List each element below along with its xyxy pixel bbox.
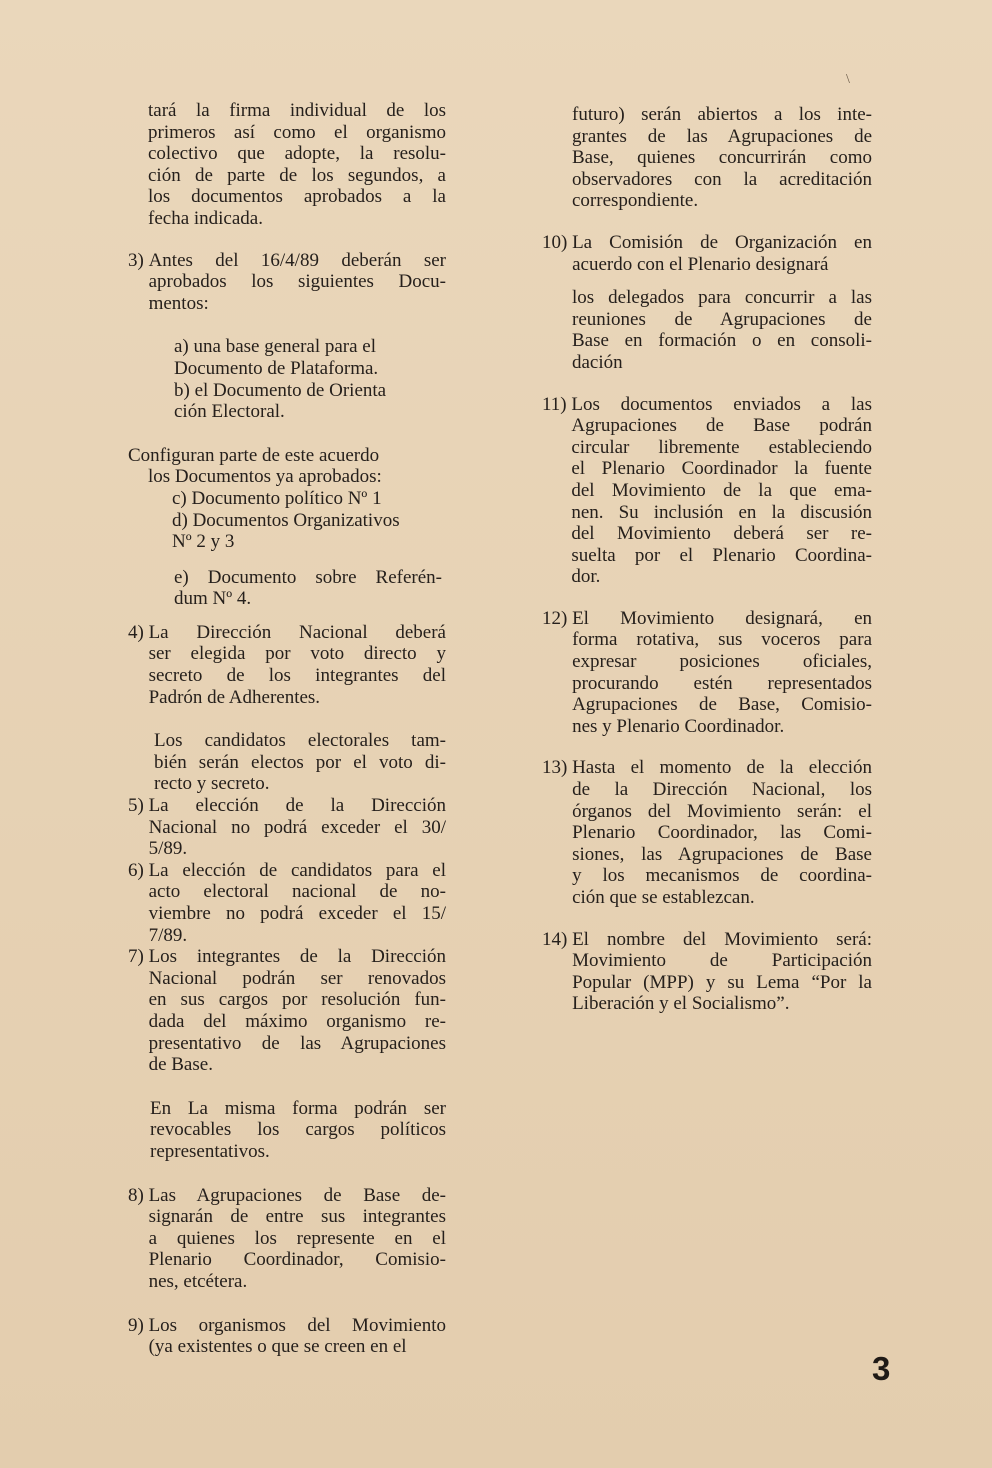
text-line: nes, etcétera. <box>148 1270 248 1292</box>
item-number: 12) <box>542 607 573 629</box>
text-line: nen. Su inclusión en la discusión <box>571 501 872 523</box>
item-4-paragraph <box>154 730 446 795</box>
text-line: dada del máximo organismo re- <box>148 1010 446 1032</box>
item-12 <box>542 608 872 738</box>
text-line: Liberación y el Socialismo”. <box>572 993 790 1015</box>
text-line: Agrupaciones de Base podrán <box>571 415 872 437</box>
item-text <box>149 860 446 946</box>
text-line: dor. <box>571 566 601 588</box>
text-line: de la Dirección Nacional, los <box>572 779 872 801</box>
text-line: los Documentos ya aprobados: <box>148 466 382 488</box>
text-line: futuro) serán abiertos a los inte- <box>572 104 872 125</box>
text-line: a) una base general para el <box>174 336 377 358</box>
item-text <box>572 757 872 908</box>
text-line: Los candidatos electorales tam- <box>154 730 446 752</box>
text-line: 5/89. <box>148 838 188 860</box>
item-text <box>149 250 446 315</box>
text-line: Base, quienes concurrirán como <box>572 147 872 169</box>
text-line: recto y secreto. <box>154 773 270 795</box>
item-13 <box>542 757 872 908</box>
text-line: ción que se establezcan. <box>572 887 755 908</box>
text-line: e) Documento sobre Referén- <box>174 566 442 588</box>
item-text <box>149 1315 446 1358</box>
text-line: órganos del Movimiento serán: el <box>572 800 872 822</box>
item-10-continuation <box>572 287 872 373</box>
item-10 <box>542 232 872 275</box>
text-line: aprobados los siguientes Docu- <box>148 271 446 293</box>
text-line: presentativo de las Agrupaciones <box>148 1032 446 1054</box>
intro-paragraph <box>148 100 446 230</box>
text-line: Hasta el momento de la elección <box>572 757 872 779</box>
text-line: ción Electoral. <box>174 401 285 423</box>
text-line: observadores con la acreditación <box>572 168 872 190</box>
item-14 <box>542 929 872 1015</box>
text-line: expresar posiciones oficiales, <box>572 651 872 673</box>
text-line: acuerdo con el Plenario designará <box>572 253 829 275</box>
text-line: en sus cargos por resolución fun- <box>148 989 446 1011</box>
sub-item-e <box>174 567 442 610</box>
item-9-continuation <box>572 104 872 212</box>
text-line: nes y Plenario Coordinador. <box>572 715 785 737</box>
text-line: Las Agrupaciones de Base de- <box>148 1184 446 1206</box>
text-line: Base en formación o en consoli- <box>572 330 872 352</box>
item-text <box>149 946 446 1076</box>
text-line: revocables los cargos políticos <box>150 1119 446 1141</box>
text-line: los documentos aprobados a la <box>148 186 446 208</box>
text-line: Los organismos del Movimiento <box>148 1314 446 1336</box>
text-line: Plenario Coordinador, las Comi- <box>572 822 872 844</box>
item-number: 9) <box>128 1314 149 1336</box>
text-line: Los documentos enviados a las <box>571 393 872 415</box>
text-line: del Movimiento deberá ser re- <box>571 523 872 545</box>
sub-items-ab <box>174 336 414 422</box>
text-line: 7/89. <box>148 924 188 946</box>
text-line: signarán de entre sus integrantes <box>148 1206 446 1228</box>
text-line: primeros así como el organismo <box>148 121 446 143</box>
text-line: suelta por el Plenario Coordina- <box>571 544 872 566</box>
text-line: Movimiento de Participación <box>572 950 872 972</box>
item-9 <box>128 1315 446 1358</box>
item-3 <box>128 250 446 315</box>
text-line: (ya existentes o que se creen en el <box>148 1336 407 1358</box>
item-7 <box>128 946 446 1076</box>
text-line: secreto de los integrantes del <box>148 665 446 687</box>
item-number: 3) <box>128 249 149 271</box>
text-line: Nº 2 y 3 <box>172 531 235 553</box>
text-line: Nacional no podrá exceder el 30/ <box>148 816 446 838</box>
text-line: El nombre del Movimiento será: <box>572 928 872 950</box>
text-line: el Plenario Coordinador la fuente <box>571 458 872 480</box>
text-line: colectivo que adopte, la resolu- <box>148 143 446 165</box>
item-number: 13) <box>542 757 573 779</box>
item-5 <box>128 795 446 860</box>
text-line: forma rotativa, sus voceros para <box>572 629 872 651</box>
text-line: correspondiente. <box>572 190 699 212</box>
item-number: 4) <box>128 621 149 643</box>
text-line: Documento de Plataforma. <box>174 357 379 379</box>
text-line: a quienes los represente en el <box>148 1227 446 1249</box>
stray-mark: \ <box>846 72 850 87</box>
text-line: siones, las Agrupaciones de Base <box>572 843 872 865</box>
text-line: dación <box>572 351 623 373</box>
item-number: 14) <box>542 928 573 950</box>
text-line: procurando estén representados <box>572 672 872 694</box>
text-line: acto electoral nacional de no- <box>148 881 446 903</box>
item-4 <box>128 622 446 708</box>
item-text <box>572 929 872 1015</box>
text-line: Nacional podrán ser renovados <box>148 967 446 989</box>
text-line: y los mecanismos de coordina- <box>572 865 872 887</box>
text-line: bién serán electos por el voto di- <box>154 751 446 773</box>
text-line: La Dirección Nacional deberá <box>148 621 446 643</box>
text-line: viembre no podrá exceder el 15/ <box>148 903 446 924</box>
text-line: de Base. <box>148 1054 213 1076</box>
item-text <box>571 394 872 588</box>
text-line: La Comisión de Organización en <box>572 231 872 253</box>
text-line: Antes del 16/4/89 deberán ser <box>148 249 446 271</box>
item-7-paragraph <box>150 1098 446 1163</box>
text-line: La elección de la Dirección <box>148 795 446 817</box>
text-line: circular libremente estableciendo <box>571 436 872 458</box>
item-number: 5) <box>128 795 149 817</box>
item-text <box>149 795 446 860</box>
text-line: grantes de las Agrupaciones de <box>572 125 872 147</box>
text-line: Plenario Coordinador, Comisio- <box>148 1249 446 1271</box>
item-11 <box>542 394 872 588</box>
text-line: del Movimiento de la que ema- <box>571 479 872 501</box>
text-line: Agrupaciones de Base, Comisio- <box>572 694 872 716</box>
right-column <box>542 104 872 1015</box>
item-number: 8) <box>128 1184 149 1206</box>
configuran-paragraph <box>128 445 446 488</box>
text-line: reuniones de Agrupaciones de <box>572 308 872 330</box>
item-text <box>572 232 872 275</box>
sub-items-cd <box>172 488 446 553</box>
text-line: Popular (MPP) y su Lema “Por la <box>572 971 872 993</box>
item-text <box>149 622 446 708</box>
item-number: 6) <box>128 859 149 881</box>
text-line: c) Documento político Nº 1 <box>172 487 382 509</box>
item-number: 10) <box>542 231 573 253</box>
text-line: mentos: <box>148 292 209 314</box>
item-6 <box>128 860 446 946</box>
text-line: Configuran parte de este acuerdo <box>128 444 380 466</box>
text-line: b) el Documento de Orienta <box>174 379 387 401</box>
text-line: tará la firma individual de los <box>148 100 446 121</box>
item-number: 7) <box>128 946 149 968</box>
item-text <box>572 608 872 738</box>
text-line: dum Nº 4. <box>174 588 252 610</box>
left-column <box>128 100 446 1358</box>
item-text <box>149 1185 446 1293</box>
item-number: 11) <box>542 393 572 415</box>
text-line: Padrón de Adherentes. <box>148 686 321 708</box>
text-line: En La misma forma podrán ser <box>150 1097 446 1119</box>
text-line: fecha indicada. <box>148 207 263 229</box>
text-line: d) Documentos Organizativos <box>172 509 400 531</box>
text-line: Los integrantes de la Dirección <box>148 946 446 968</box>
item-8 <box>128 1185 446 1293</box>
text-line: representativos. <box>150 1140 270 1162</box>
text-line: La elección de candidatos para el <box>148 859 446 881</box>
text-line: ser elegida por voto directo y <box>148 643 446 665</box>
text-line: ción de parte de los segundos, a <box>148 164 446 186</box>
page-number: 3 <box>872 1350 891 1387</box>
text-line: El Movimiento designará, en <box>572 607 872 629</box>
text-line: los delegados para concurrir a las <box>572 287 872 309</box>
